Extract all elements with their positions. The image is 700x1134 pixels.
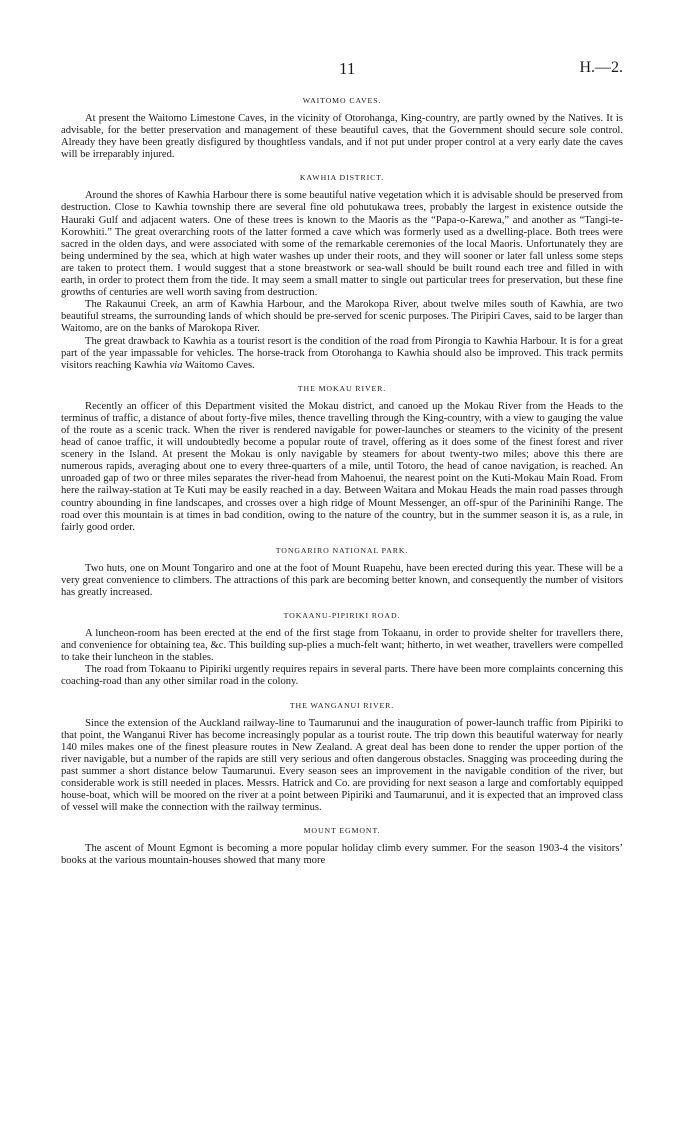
paragraph-kawhia-1: Around the shores of Kawhia Harbour there is some beautiful native vegetation which it is advisable should be preserved from destruction. Close to Kawhia township there are several fine old pohutukawa trees, probably the largest in existence outside the Hauraki Gulf and adjacent waters. One of these trees is known to the Maoris as the “Papa-o-Karewa,” and another as “Tangi-te-Korowhiti.” The great overarching roots of the latter formed a cave which was formerly used as a dwelling-place. Both trees were sacred in the olden days, and were associated with some of the remarkable ceremonies of the local Maoris. Unfortunately they are being undermined by the sea, which at high water washes up under their roots, and they will sooner or later fall unless some steps are taken to protect them. I would suggest that a stone breastwork or sea-wall should be built round each tree and filled in with earth, in order to protect them from the tide. It may seem a small matter to single out particular trees for preservation, but these fine growths of centuries are well worth saving from destruction. (61, 190, 623, 299)
paragraph-tokaanu-1: A luncheon-room has been erected at the end of the first stage from Tokaanu, in order to provide shelter for travellers there, and convenience for obtaining tea, &c. This building sup-plies a much-felt want; hitherto, in wet weather, travellers were compelled to take their luncheon in the stables. (61, 628, 623, 664)
paragraph-tokaanu-2: The road from Tokaanu to Pipiriki urgently requires repairs in several parts. There have been more complaints concerning this coaching-road than any other similar road in the colony. (61, 664, 623, 688)
paragraph-kawhia-3-italic: via (169, 359, 183, 371)
page-header (61, 0, 623, 84)
heading-mokau-river: THE MOKAU RIVER. (297, 383, 387, 393)
paragraph-tongariro-1: Two huts, one on Mount Tongariro and one at the foot of Mount Ruapehu, have been erected during this year. These will be a very great convenience to climbers. The attractions of this park are becoming better known, and consequently the number of visitors has greatly increased. (61, 562, 623, 598)
paragraph-wanganui-1: Since the extension of the Auckland railway-line to Taumarunui and the inauguration of power-launch traffic from Pipiriki to that point, the Wanganui River has become increasingly popular as a tourist route. The trip down this beautiful waterway for nearly 140 miles makes one of the finest pleasure routes in New Zealand. A great deal has been done to render the upper portion of the river navigable, but a number of the rapids are still very serious and often dangerous obstacles. Snagging was proceeding during the past summer a short distance below Taumarunui. Every season sees an improvement in the navigable condition of the river, but considerable work is still needed in places. Messrs. Hatrick and Co. are providing for next season a large and comfortably equipped house-boat, which will be moored on the river at a point between Pipiriki and Taumarunui, and it is expected that an improved class of vessel will make the connection with the railway terminus. (61, 717, 623, 814)
heading-wanganui-river: THE WANGANUI RIVER. (289, 700, 395, 710)
paragraph-kawhia-2: The Rakaunui Creek, an arm of Kawhia Harbour, and the Marokopa River, about twelve miles south of Kawhia, are two beautiful streams, the surrounding lands of which should be pre-served for scenic purposes. The Piripiri Caves, said to be larger than Waitomo, are on the banks of Marokopa River. (61, 299, 623, 335)
paragraph-egmont-1: The ascent of Mount Egmont is becoming a more popular holiday climb every summer. For the season 1903-4 the visitors’ books at the various mountain-houses showed that many more (61, 843, 623, 867)
paragraph-kawhia-3 (61, 336, 623, 372)
paragraph-mokau-1: Recently an officer of this Department visited the Mokau district, and canoed up the Mokau River from the Heads to the terminus of traffic, a distance of about forty-five miles, thence travelling through the King-country, with a view to gauging the value of the route as a scenic track. When the river is rendered navigable for power-launches or steamers to the vicinity of the present head of canoe traffic, it will undoubtedly become a popular route of travel, offering as it does some of the finest forest and river scenery in the Island. At present the Mokau is only navigable by steamers for about twenty-two miles; above this there are numerous rapids, averaging about one to every three-quarters of a mile, until Totoro, the head of canoe navigation, is reached. An unroaded gap of two or three miles separates the river-head from Mahoenui, the nearest point on the Kuti-Mokau Main Road. From here the railway-station at Te Kuti may be easily reached in a day. Between Waitara and Mokau Heads the main road passes through country abounding in fine landscapes, and crosses over a high ridge of Mount Messenger, an off-spur of the Parininihi Range. The road over this mountain is at times in bad condition, owing to the nature of the country, but in the summer season it is, as a rule, in fairly good order. (61, 400, 623, 533)
paragraph-kawhia-3-end: Waitomo Caves. (182, 359, 255, 371)
heading-tokaanu-pipiriki-road: TOKAANU-PIPIRIKI ROAD. (283, 611, 401, 621)
page-number: 11 (339, 59, 356, 78)
paragraph-kawhia-3-text: The great drawback to Kawhia as a tourist resort is the condition of the road from Pirongia to Kawhia Harbour. It is for a great part of the year impassable for vehicles. The horse-track from Otorohanga to Kawhia should also be improved. This track permits visitors reaching Kawhia (61, 335, 623, 371)
heading-tongariro-national-park: TONGARIRO NATIONAL PARK. (275, 545, 409, 555)
heading-mount-egmont: MOUNT EGMONT. (303, 826, 381, 836)
document-page (61, 0, 623, 868)
paragraph-waitomo-1: At present the Waitomo Limestone Caves, in the vicinity of Otorohanga, King-country, are partly owned by the Natives. It is advisable, for the better preservation and management of these beautiful caves, that the Government should secure sole control. Already they have been greatly disfigured by thoughtless vandals, and if not put under proper control at a very early date the caves will be irreparably injured. (61, 113, 623, 161)
heading-kawhia-district: KAWHIA DISTRICT. (299, 173, 385, 183)
heading-waitomo-caves: WAITOMO CAVES. (302, 96, 382, 105)
paper-reference: H.—2. (579, 59, 623, 76)
